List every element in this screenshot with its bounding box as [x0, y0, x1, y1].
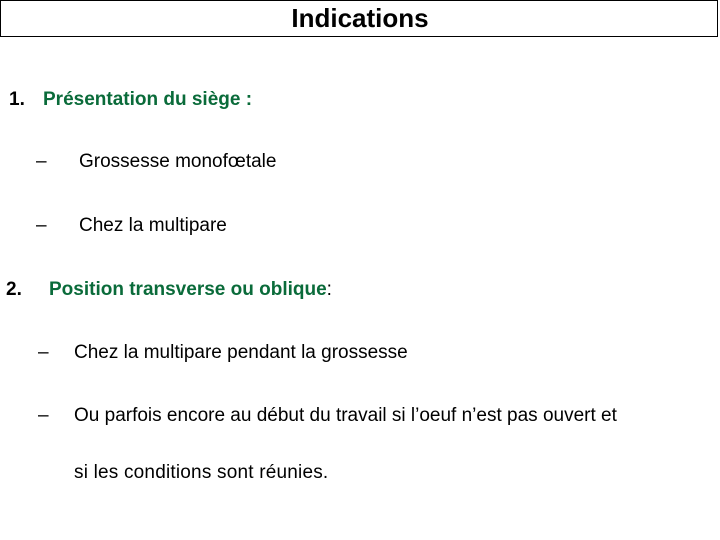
bullet-text: Ou parfois encore au début du travail si l’oeuf n’est pas ouvert et — [74, 405, 617, 426]
list-item — [38, 405, 617, 427]
list-item — [38, 342, 408, 364]
section-heading-2 — [6, 279, 332, 301]
section-title-2: Position transverse ou oblique — [49, 279, 327, 300]
slide-title-box — [0, 0, 718, 37]
bullet-text: Grossesse monofœtale — [79, 151, 277, 172]
section-number-2: 2. — [6, 279, 22, 300]
bullet-text: Chez la multipare pendant la grossesse — [74, 342, 408, 363]
bullet-marker: – — [38, 405, 49, 426]
section-title-1: Présentation du siège : — [43, 89, 253, 110]
bullet-text-continuation: si les conditions sont réunies. — [74, 462, 329, 483]
list-item — [36, 215, 227, 237]
slide-title: Indications — [291, 3, 429, 33]
bullet-marker: – — [36, 215, 47, 236]
section-number-1: 1. — [9, 89, 25, 110]
bullet-marker: – — [36, 151, 47, 172]
section-title-2-colon: : — [326, 279, 332, 300]
bullet-marker: – — [38, 342, 49, 363]
list-item — [36, 151, 276, 173]
bullet-text: Chez la multipare — [79, 215, 227, 236]
section-heading-1 — [9, 89, 252, 111]
